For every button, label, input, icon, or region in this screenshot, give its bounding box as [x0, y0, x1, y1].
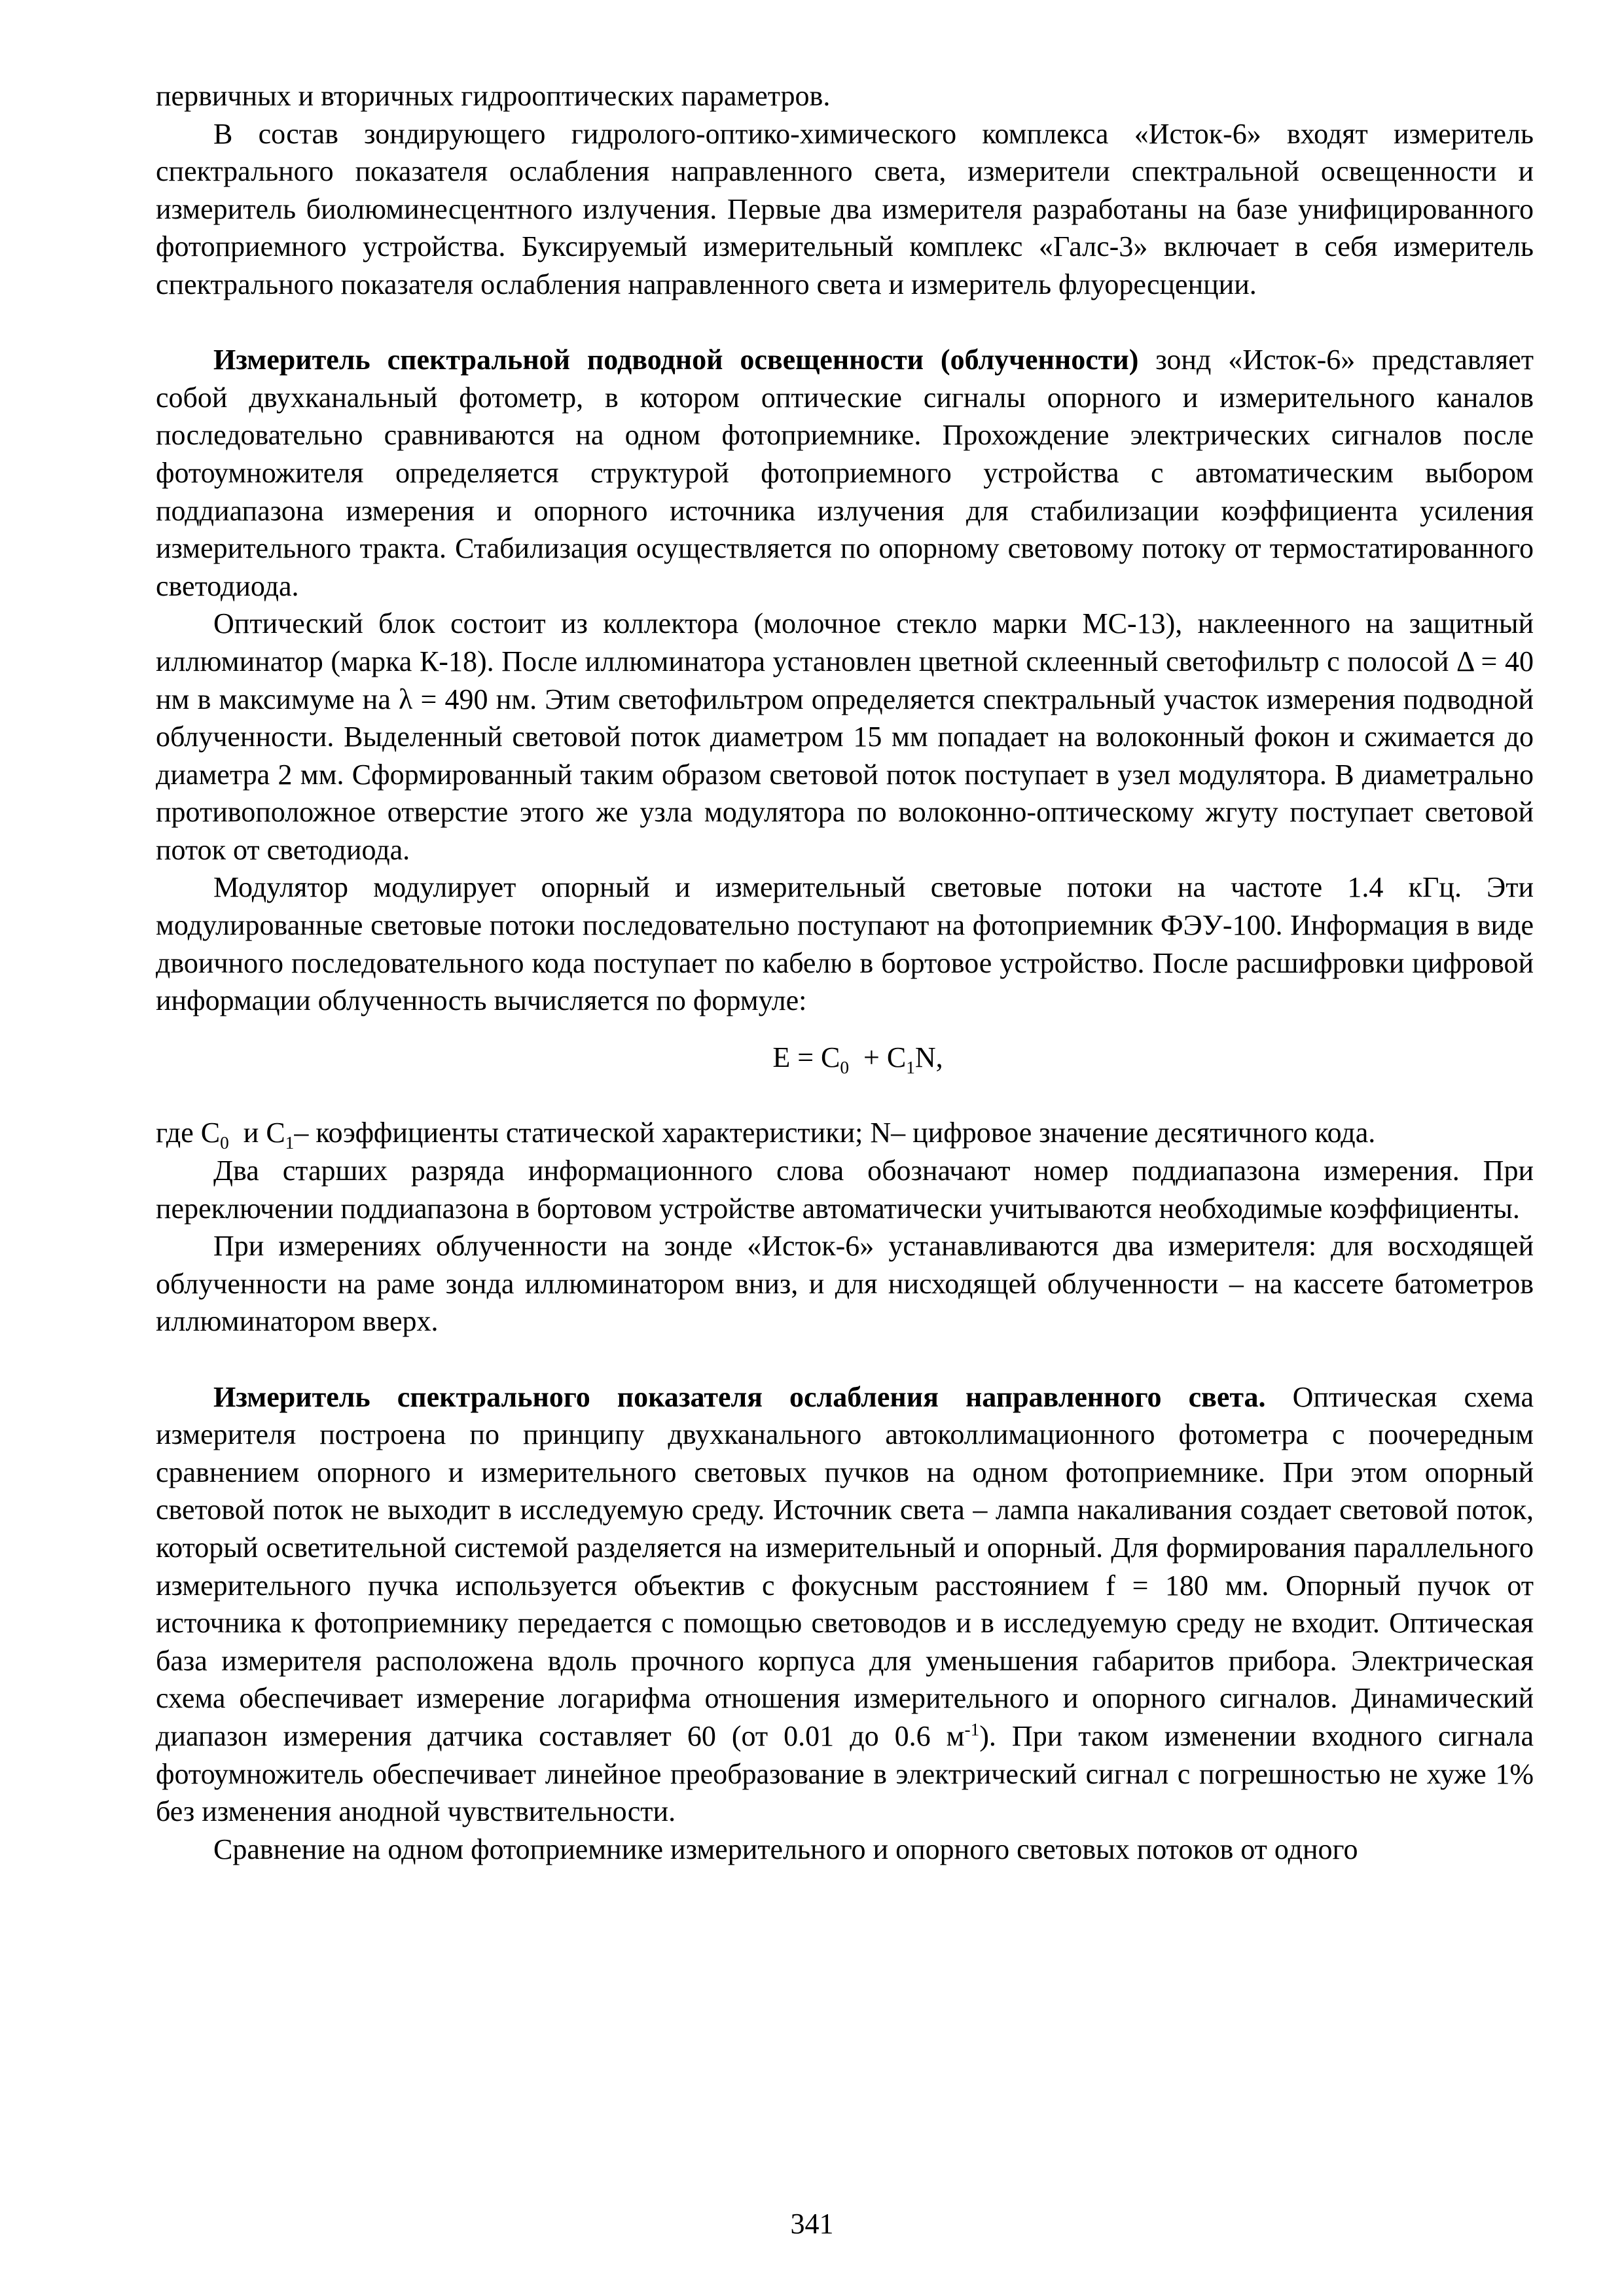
paragraph-text: Оптическая схема измерителя построена по принципу двухканального автоколлимационного фотометра с поочередным сравнением опорного и измерительного световых пучков на одном фотоприемнике. При этом опорный световой поток не выходит в исследуемую среду. Источник света – лампа накаливания создает световой поток, который осветительной системой разделяется на измерительный и опорный. Для формирования параллельного измерительного пучка используется объектив с фокусным расстоянием f = 180 мм. Опорный пучок от источника к фотоприемнику передается с помощью световодов и в исследуемую среду не входит. Оптическая база измерителя расположена вдоль прочного корпуса для уменьшения габаритов прибора. Электрическая схема обеспечивает измерение логарифма отношения измерительного и опорного сигналов. Динамический диапазон измерения датчика составляет 60 (от 0.01 до 0.6 м — [156, 1380, 1534, 1752]
section-heading-attenuation-meter: Измеритель спектрального показателя ослабления направленного света. — [213, 1380, 1266, 1413]
superscript-minus-one: -1 — [964, 1719, 980, 1740]
paragraph-comparison: Сравнение на одном фотоприемнике измерительного и опорного световых потоков от одного — [213, 1833, 1358, 1865]
section-heading-irradiance-meter: Измеритель спектральной подводной освещенности (облученности) — [213, 344, 1139, 376]
paragraph-subrange-bits: Два старших разряда информационного слова обозначают номер поддиапазона измерения. При переключении поддиапазона в бортовом устройстве автоматически учитываются необходимые коэффициенты. — [156, 1155, 1534, 1225]
paragraph-modulator: Модулятор модулирует опорный и измерительный световые потоки на частоте 1.4 кГц. Эти модулированные световые потоки последовательно поступают на фотоприемник ФЭУ-100. Информация в виде двоичного последовательного кода поступает по кабелю в бортовое устройство. После расшифровки цифровой информации облученность вычисляется по формуле: — [156, 871, 1534, 1017]
paragraph-formula-explanation: где $С_0$ и $С_1-$ коэффициенты статической характеристики; N– цифровое значение десятичного кода. — [156, 1117, 1376, 1153]
paragraph-two-meters: При измерениях облученности на зонде «Исток-6» устанавливаются два измерителя: для восходящей облученности на раме зонда иллюминатором вниз, и для нисходящей облученности – на кассете батометров иллюминатором вверх. — [156, 1230, 1534, 1338]
paragraph-irradiance-meter-intro — [156, 341, 1534, 605]
paragraph-complex-composition: В состав зондирующего гидролого-оптико-химического комплекса «Исток-6» входят измеритель спектрального показателя ослабления направленного света, измерители спектральной освещенности и измеритель биолюминесцентного излучения. Первые два измерителя разработаны на базе унифицированного фотоприемного устройства. Буксируемый измерительный комплекс «Галс-3» включает в себя измеритель спектрального показателя ослабления направленного света и измеритель флуоресценции. — [156, 117, 1534, 300]
paragraph-attenuation-meter-intro — [156, 1378, 1534, 1831]
page-number: 341 — [790, 2208, 834, 2240]
document-page — [156, 77, 1534, 1868]
continuation-line: первичных и вторичных гидрооптических параметров. — [156, 80, 831, 112]
paragraph-text-tail: ). При таком изменении входного сигнала фотоумножитель обеспечивает линейное преобразование в электрический сигнал с погрешностью не хуже 1% без изменения анодной чувствительности. — [156, 1719, 1534, 1828]
paragraph-text: зонд «Исток-6» представляет собой двухканальный фотометр, в котором оптические сигналы опорного и измерительного каналов последовательно сравниваются на одном фотоприемнике. Прохождение электрических сигналов после фотоумножителя определяется структурой фотоприемного устройства с автоматическим выбором поддиапазона измерения и опорного источника излучения для стабилизации коэффициента усиления измерительного тракта. Стабилизация осуществляется по опорному световому потоку от термостатированного светодиода. — [156, 344, 1534, 602]
paragraph-optical-block: Оптический блок состоит из коллектора (молочное стекло марки МС-13), наклеенного на защитный иллюминатор (марка К-18). После иллюминатора установлен цветной склеенный светофильтр с полосой Δ = 40 нм в максимуме на λ = 490 нм. Этим светофильтром определяется спектральный участок измерения подводной облученности. Выделенный световой поток диаметром 15 мм попадает на волоконный фокон и сжимается до диаметра 2 мм. Сформированный таким образом световой поток поступает в узел модулятора. В диаметрально противоположное отверстие этого же узла модулятора по волоконно-оптическому жгуту поступает световой поток от светодиода. — [156, 607, 1534, 866]
formula-irradiance: $E = C_0 + C_1N$, — [772, 1041, 943, 1077]
